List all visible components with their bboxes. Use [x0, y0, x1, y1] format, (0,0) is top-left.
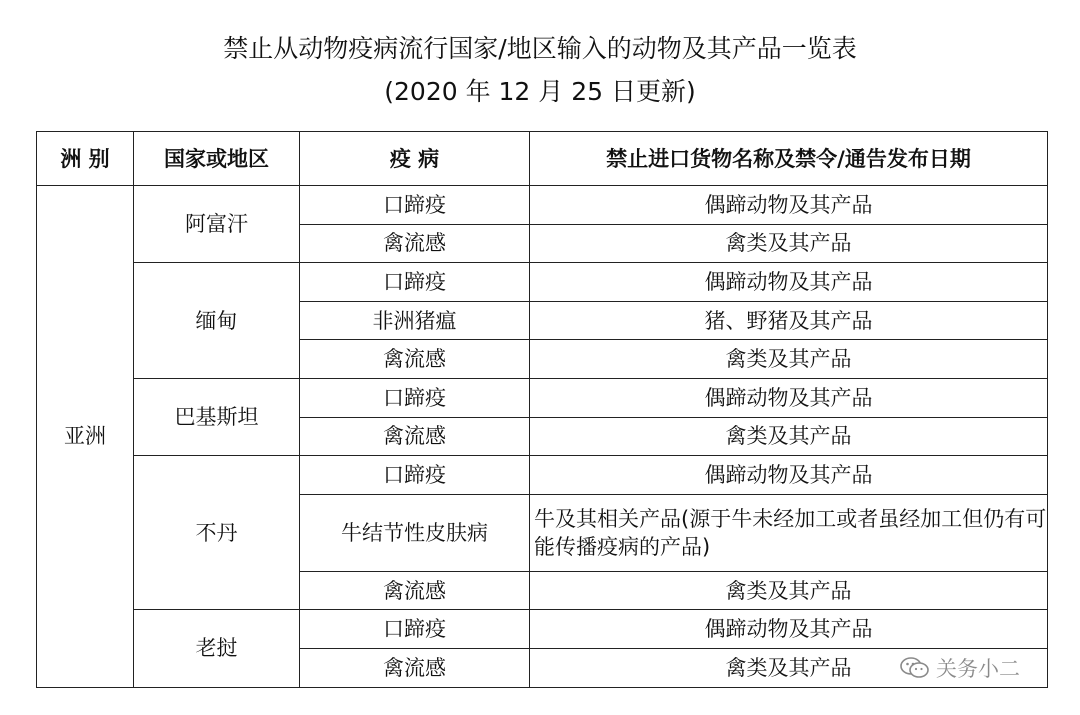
goods-cell: 偶蹄动物及其产品	[530, 186, 1048, 225]
goods-cell: 禽类及其产品	[530, 224, 1048, 263]
goods-cell: 偶蹄动物及其产品	[530, 263, 1048, 302]
disease-cell: 禽流感	[300, 224, 530, 263]
disease-cell: 口蹄疫	[300, 186, 530, 225]
table-row	[37, 378, 1048, 417]
table-row	[37, 610, 1048, 649]
goods-cell: 偶蹄动物及其产品	[530, 456, 1048, 495]
country-cell: 阿富汗	[134, 186, 300, 263]
disease-cell: 口蹄疫	[300, 378, 530, 417]
continent-cell: 亚洲	[37, 186, 134, 688]
table-row	[37, 456, 1048, 495]
header-row	[37, 132, 1048, 186]
disease-cell: 牛结节性皮肤病	[300, 494, 530, 571]
goods-cell: 禽类及其产品	[530, 417, 1048, 456]
goods-cell: 偶蹄动物及其产品	[530, 610, 1048, 649]
header-country: 国家或地区	[134, 132, 300, 186]
disease-cell: 口蹄疫	[300, 263, 530, 302]
table-row	[37, 186, 1048, 225]
wechat-icon	[900, 656, 930, 680]
header-goods: 禁止进口货物名称及禁令/通告发布日期	[530, 132, 1048, 186]
header-continent: 洲 别	[37, 132, 134, 186]
goods-cell: 禽类及其产品	[530, 571, 1048, 610]
disease-cell: 口蹄疫	[300, 456, 530, 495]
goods-cell: 猪、野猪及其产品	[530, 301, 1048, 340]
watermark	[900, 653, 1020, 683]
disease-cell: 禽流感	[300, 417, 530, 456]
import-ban-table	[36, 131, 1048, 688]
disease-cell: 禽流感	[300, 571, 530, 610]
goods-cell: 牛及其相关产品(源于牛未经加工或者虽经加工但仍有可能传播疫病的产品)	[530, 494, 1048, 571]
disease-cell: 口蹄疫	[300, 610, 530, 649]
disease-cell: 禽流感	[300, 340, 530, 379]
country-cell: 巴基斯坦	[134, 378, 300, 455]
table-subtitle: (2020 年 12 月 25 日更新)	[384, 77, 696, 106]
goods-cell: 禽类及其产品	[530, 340, 1048, 379]
country-cell: 缅甸	[134, 263, 300, 379]
table-title: 禁止从动物疫病流行国家/地区输入的动物及其产品一览表	[223, 34, 857, 63]
goods-cell: 偶蹄动物及其产品	[530, 378, 1048, 417]
country-cell: 老挝	[134, 610, 300, 687]
header-disease: 疫 病	[300, 132, 530, 186]
table-row	[37, 263, 1048, 302]
watermark-text: 关务小二	[936, 657, 1020, 681]
country-cell: 不丹	[134, 456, 300, 610]
goods-cell: 禽类及其产品	[530, 648, 1048, 687]
disease-cell: 禽流感	[300, 648, 530, 687]
disease-cell: 非洲猪瘟	[300, 301, 530, 340]
